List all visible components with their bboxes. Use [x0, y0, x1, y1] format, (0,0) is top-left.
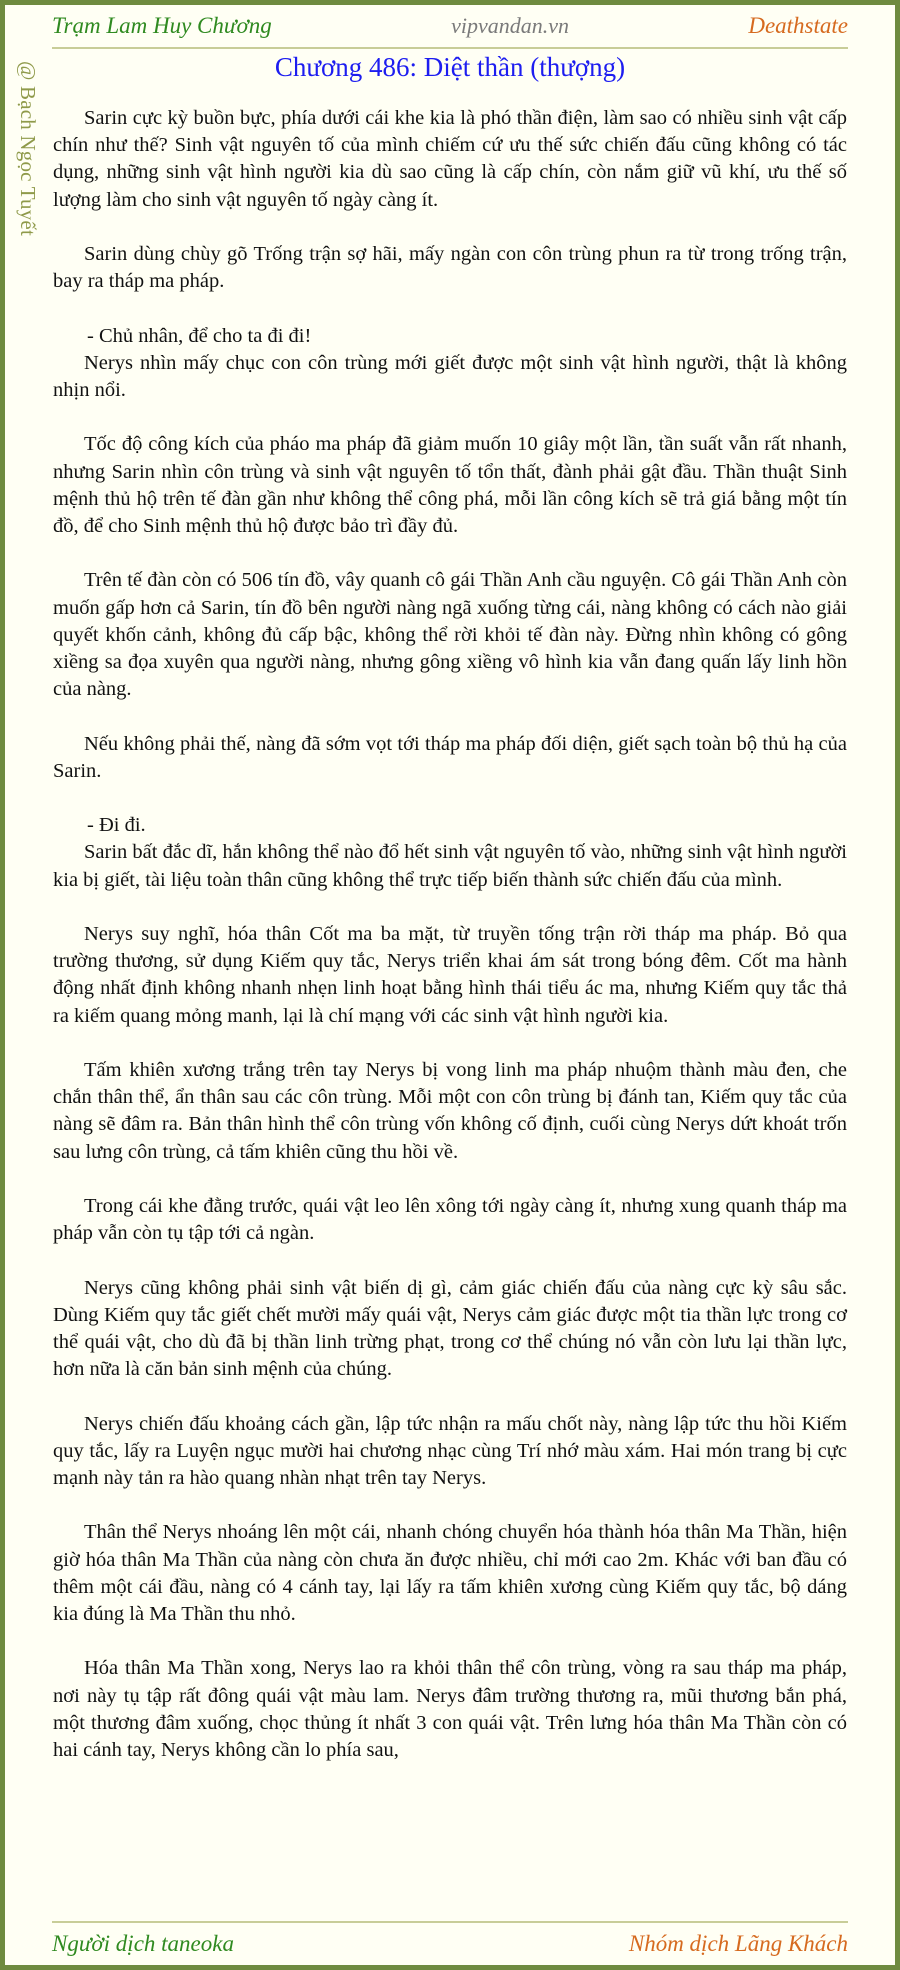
page-footer: [52, 1921, 848, 1965]
header-website: vipvandan.vn: [451, 13, 569, 38]
paragraph: Nerys suy nghĩ, hóa thân Cốt ma ba mặt, từ truyền tống trận rời tháp ma pháp. Bỏ qua trường thương, sử dụng Kiếm quy tắc, Nerys triển khai ám sát trong bóng đêm. Cốt ma hành động nhất định không nhanh nhẹn linh hoạt bằng hình thái tiểu ác ma, nhưng Kiếm quy tắc thả ra kiếm quang mỏng manh, lại là chí mạng với các sinh vật hình người kia.: [53, 922, 847, 1027]
paragraph: Sarin dùng chùy gõ Trống trận sợ hãi, mấy ngàn con côn trùng phun ra từ trong trống trận, bay ra tháp ma pháp.: [53, 243, 847, 293]
paragraph: Thân thể Nerys nhoáng lên một cái, nhanh chóng chuyển hóa thành hóa thân Ma Thần, hiện giờ hóa thân Ma Thần của nàng còn chưa ăn được nhiều, chỉ mới cao 2m. Khác với ban đầu có thêm một cái đầu, nàng có 4 cánh tay, lại lấy ra tấm khiên xương cùng Kiếm quy tắc, bộ dáng kia đúng là Ma Thần thu nhỏ.: [53, 1521, 847, 1625]
paragraph: Nerys cũng không phải sinh vật biến dị gì, cảm giác chiến đấu của nàng cực kỳ sâu sắc. Dùng Kiếm quy tắc giết chết mười mấy quái vật, Nerys cảm giác được một tia thần lực trong cơ thể quái vật, cho dù đã bị thần linh trừng phạt, trong cơ thể chúng nó vẫn còn lưu lại thần lực, hơn nữa là căn bản sinh mệnh của chúng.: [53, 1276, 847, 1381]
paragraph: Hóa thân Ma Thần xong, Nerys lao ra khỏi thân thể côn trùng, vòng ra sau tháp ma pháp, nơi này tụ tập rất đông quái vật màu lam. Nerys đâm trường thương ra, mũi thương bắn phá, một thương đâm xuống, chọc thủng ít nhất 3 con quái vật. Trên lưng hóa thân Ma Thần còn có hai cánh tay, Nerys không cần lo phía sau,: [53, 1657, 847, 1761]
paragraph: Nếu không phải thế, nàng đã sớm vọt tới tháp ma pháp đối diện, giết sạch toàn bộ thủ hạ của Sarin.: [53, 732, 847, 782]
page: [5, 5, 895, 1965]
paragraph: Sarin cực kỳ buồn bực, phía dưới cái khe kia là phó thần điện, làm sao có nhiều sinh vật cấp chín như thế? Sinh vật nguyên tố của mình chiếm cứ ưu thế sức chiến đấu cũng không có tác dụng, những sinh vật hình người kia dù sao cũng là cấp chín, còn nắm giữ vũ khí, ưu thế số lượng làm cho sinh vật nguyên tố ngày càng ít.: [53, 107, 847, 211]
header-author: Deathstate: [748, 13, 848, 38]
paragraph: Trên tế đàn còn có 506 tín đồ, vây quanh cô gái Thần Anh cầu nguyện. Cô gái Thần Anh còn muốn gấp hơn cả Sarin, tín đồ bên người nàng ngã xuống từng cái, nàng không có cách nào giải quyết khốn cảnh, không đủ cấp bậc, không thể rời khỏi tế đàn này. Đừng nhìn không có gông xiềng sa đọa xuyên qua người nàng, nhưng gông xiềng vô hình kia vẫn đang quấn lấy linh hồn của nàng.: [53, 569, 847, 701]
paragraph: Nerys chiến đấu khoảng cách gần, lập tức nhận ra mấu chốt này, nàng lập tức thu hồi Kiếm quy tắc, lấy ra Luyện ngục mười hai chương nhạc cùng Trí nhớ màu xám. Hai món trang bị cực mạnh này tản ra hào quang nhàn nhạt trên tay Nerys.: [53, 1412, 847, 1489]
chapter-body: [53, 105, 847, 1764]
paragraph: Sarin bất đắc dĩ, hắn không thể nào đổ hết sinh vật nguyên tố vào, những sinh vật hình người kia bị giết, tài liệu toàn thân cũng không thể trực tiếp biến thành sức chiến đấu của mình.: [53, 841, 847, 891]
footer-group: Nhóm dịch Lãng Khách: [628, 1931, 848, 1956]
side-credit: @ Bạch Ngọc Tuyết: [16, 61, 40, 236]
page-header: [52, 5, 848, 49]
dialogue-line: - Chủ nhân, để cho ta đi đi!: [87, 324, 312, 347]
header-story-title: Trạm Lam Huy Chương: [52, 13, 272, 38]
footer-translator: Người dịch taneoka: [52, 1931, 234, 1956]
paragraph: Nerys nhìn mấy chục con côn trùng mới giết được một sinh vật hình người, thật là không nhịn nổi.: [53, 351, 847, 401]
paragraph: Tấm khiên xương trắng trên tay Nerys bị vong linh ma pháp nhuộm thành màu đen, che chắn thân thể, ẩn thân sau các côn trùng. Mỗi một con côn trùng bị đánh tan, Kiếm quy tắc của nàng sẽ đâm ra. Bản thân hình thể côn trùng vốn không cố định, cuối cùng Nerys dứt khoát trốn sau lưng côn trùng, cả tấm khiên cũng thu hồi về.: [53, 1058, 847, 1163]
dialogue-line: - Đi đi.: [87, 814, 146, 837]
chapter-title: Chương 486: Diệt thần (thượng): [274, 52, 626, 82]
paragraph: Trong cái khe đằng trước, quái vật leo lên xông tới ngày càng ít, nhưng xung quanh tháp ma pháp vẫn còn tụ tập tới cả ngàn.: [53, 1194, 847, 1245]
paragraph: Tốc độ công kích của pháo ma pháp đã giảm muốn 10 giây một lần, tần suất vẫn rất nhanh, nhưng Sarin nhìn côn trùng và sinh vật nguyên tố tổn thất, đành phải gật đầu. Thần thuật Sinh mệnh thủ hộ trên tế đàn gần như không thể công phá, mỗi lần công kích sẽ trả giá bằng một tín đồ, để cho Sinh mệnh thủ hộ được bảo trì đầy đủ.: [53, 433, 847, 537]
